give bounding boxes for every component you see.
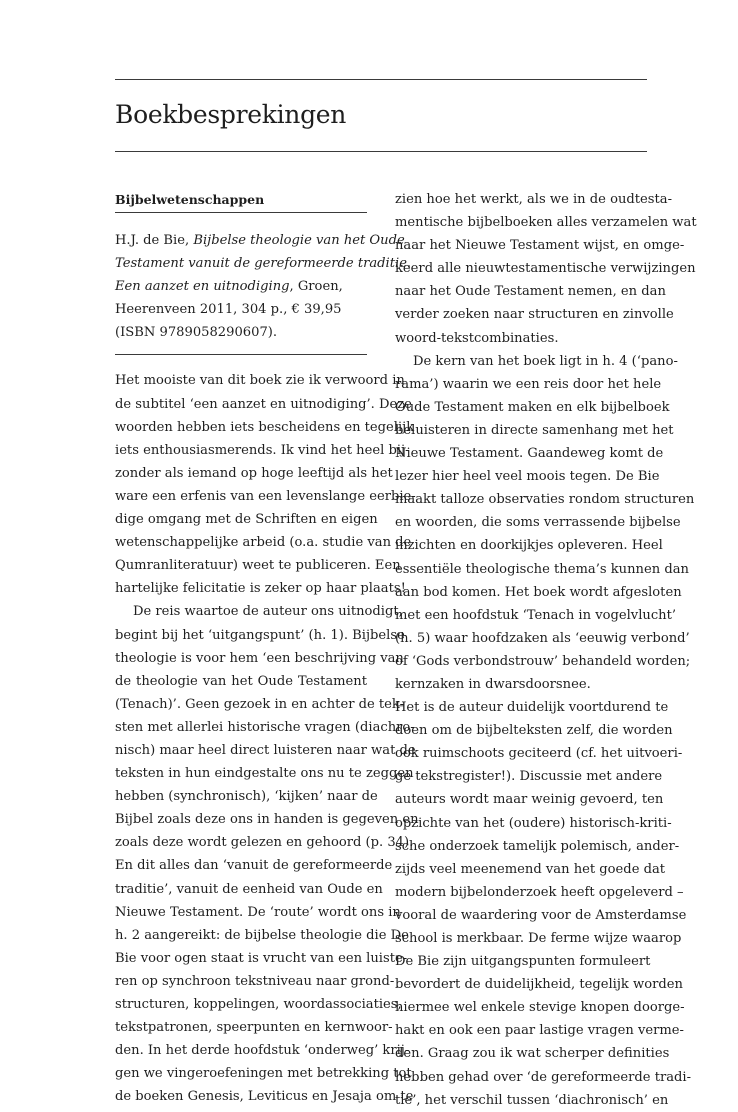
text-line: Het is de auteur duidelijk voortdurend te <box>395 700 669 716</box>
text-line: hakt en ook een paar lastige vragen verme- <box>395 1023 684 1039</box>
text-line: maakt talloze observaties rondom structuren <box>395 492 695 508</box>
text-line: aan bod komen. Het boek wordt afgesloten <box>395 584 682 600</box>
text-line: h. 2 aangereikt: de bijbelse theologie die De <box>115 927 409 943</box>
text-line: nisch) maar heel direct luisteren naar wat de <box>115 742 416 758</box>
text-line: wetenschappelijke arbeid (o.a. studie van de <box>115 535 412 551</box>
text-line: de boeken Genesis, Leviticus en Jesaja om te <box>115 1089 414 1105</box>
text-line: ge tekstregister!). Discussie met andere <box>395 769 663 785</box>
text-line: zijds veel meenemend van het goede dat <box>395 861 666 877</box>
text-line: De reis waartoe de auteur ons uitnodigt, <box>133 604 403 620</box>
citation-line <box>115 275 367 298</box>
text-line: Nieuwe Testament. De ‘route’ wordt ons in <box>115 904 401 920</box>
text-line: sche onderzoek tamelijk polemisch, ander- <box>395 838 680 854</box>
left-body-text <box>115 355 419 1108</box>
citation-line <box>115 229 405 252</box>
text-line: met een hoofdstuk ‘Tenach in vogelvlucht’ <box>395 607 677 623</box>
text-line: woord-tekstcombinaties. <box>395 330 559 346</box>
text-line: Het mooiste van dit boek zie ik verwoord in <box>115 373 405 389</box>
text-line: modern bijbelonderzoek heeft opgeleverd – <box>395 884 684 900</box>
book-citation <box>115 213 412 354</box>
text-line: gen we vingeroefeningen met betrekking tot <box>115 1066 412 1082</box>
text-line: En dit alles dan ‘vanuit de gereformeerde <box>115 858 393 874</box>
citation-line <box>115 252 412 275</box>
text-line: kernzaken in dwarsdoorsnee. <box>395 676 591 692</box>
text-line: zoals deze wordt gelezen en gehoord (p. 34). <box>115 835 414 851</box>
text-line: iets enthousiasmerends. Ik vind het heel bij- <box>115 442 410 458</box>
header-rule-bottom <box>115 151 647 152</box>
text-line: lezer hier heel veel moois tegen. De Bie <box>395 469 660 485</box>
citation-publisher: , Groen, <box>289 279 343 295</box>
text-line: essentiële theologische thema’s kunnen dan <box>395 561 689 577</box>
text-line: de theologie van het Oude Testament <box>115 673 367 689</box>
text-line: den. Graag zou ik wat scherper definities <box>395 1046 670 1062</box>
text-line: inzichten en doorkijkjes opleveren. Heel <box>395 538 663 554</box>
text-line: doen om de bijbelteksten zelf, die worden <box>395 723 673 739</box>
text-line: naar het Oude Testament nemen, en dan <box>395 284 666 300</box>
text-line: naar het Nieuwe Testament wijst, en omge- <box>395 238 685 254</box>
text-line: verder zoeken naar structuren en zinvolle <box>395 307 674 323</box>
text-line: beluisteren in directe samenhang met het <box>395 422 674 438</box>
text-line: (h. 5) waar hoofdzaken als ‘eeuwig verbond’ <box>395 630 690 646</box>
text-line: zien hoe het werkt, als we in de oudtesta- <box>395 192 672 207</box>
text-line: keerd alle nieuwtestamentische verwijzingen <box>395 261 696 277</box>
text-line: hebben (synchronisch), ‘kijken’ naar de <box>115 789 378 805</box>
text-line: woorden hebben iets bescheidens en tegelijk <box>115 419 415 435</box>
text-line: hebben gehad over ‘de gereformeerde tradi- <box>395 1069 692 1085</box>
text-line: sten met allerlei historische vragen (diachro- <box>115 719 415 735</box>
text-line: ren op synchroon tekstniveau naar grond- <box>115 973 395 989</box>
text-line: bevordert de duidelijkheid, tegelijk worden <box>395 977 683 993</box>
text-line: zonder als iemand op hoge leeftijd als het <box>115 465 393 481</box>
text-line: Nieuwe Testament. Gaandeweg komt de <box>395 446 664 462</box>
text-line: dige omgang met de Schriften en eigen <box>115 512 378 528</box>
header-rule-top <box>115 79 647 80</box>
text-line: ware een erfenis van een levenslange eerbie- <box>115 488 416 504</box>
text-line: tekstpatronen, speerpunten en kernwoor- <box>115 1020 393 1036</box>
section-heading: Bijbelwetenschappen <box>115 192 265 207</box>
text-line: De kern van het boek ligt in h. 4 (‘pano- <box>413 353 678 369</box>
citation-details: Heerenveen 2011, 304 p., € 39,95 <box>115 302 342 318</box>
text-line: ook ruimschoots geciteerd (cf. het uitvoeri- <box>395 746 683 762</box>
text-line: tie’, het verschil tussen ‘diachronisch’ en <box>395 1092 669 1108</box>
text-line: (Tenach)’. Geen gezoek in en achter de tek- <box>115 696 405 712</box>
left-column <box>115 188 419 1108</box>
text-line: traditie’, vanuit de eenheid van Oude en <box>115 881 383 897</box>
citation-author: H.J. de Bie, <box>115 233 194 248</box>
text-line: hartelijke felicitatie is zeker op haar plaats! <box>115 581 406 597</box>
text-line: auteurs wordt maar weinig gevoerd, ten <box>395 792 664 808</box>
text-line: teksten in hun eindgestalte ons nu te zeggen <box>115 766 414 782</box>
text-line: Oude Testament maken en elk bijbelboek <box>395 399 670 415</box>
citation-isbn: (ISBN 9789058290607). <box>115 325 278 341</box>
text-line: Bie voor ogen staat is vrucht van een luiste- <box>115 950 408 966</box>
text-line: school is merkbaar. De ferme wijze waarop <box>395 931 682 946</box>
text-line: en woorden, die soms verrassende bijbelse <box>395 515 681 531</box>
text-line: den. In het derde hoofdstuk ‘onderweg’ krij- <box>115 1043 410 1059</box>
page-title: Boekbesprekingen <box>115 100 347 129</box>
text-line: de subtitel ‘een aanzet en uitnodiging’. Deze <box>115 396 412 412</box>
text-line: vooral de waardering voor de Amsterdamse <box>395 907 687 923</box>
text-line: hiermee wel enkele stevige knopen doorge- <box>395 1000 685 1016</box>
text-line: Qumranliteratuur) weet te publiceren. Een <box>115 558 401 574</box>
text-line: Bijbel zoals deze ons in handen is gegeven en <box>115 812 419 828</box>
text-line: begint bij het ‘uitgangspunt’ (h. 1). Bijbelse <box>115 627 405 643</box>
citation-subtitle: Een aanzet en uitnodiging <box>115 279 290 295</box>
citation-title: Bijbelse theologie van het Oude <box>193 233 405 248</box>
citation-title: Testament vanuit de gereformeerde traditie. <box>115 256 412 272</box>
right-column <box>395 188 697 1112</box>
text-line: theologie is voor hem ‘een beschrijving van <box>115 650 404 666</box>
text-line: of ‘Gods verbondstrouw’ behandeld worden; <box>395 653 691 669</box>
text-line: rama’) waarin we een reis door het hele <box>395 376 662 392</box>
text-line: structuren, koppelingen, woordassociaties, <box>115 997 402 1012</box>
text-line: De Bie zijn uitgangspunten formuleert <box>395 954 651 970</box>
text-line: opzichte van het (oudere) historisch-kriti- <box>395 815 672 831</box>
text-line: mentische bijbelboeken alles verzamelen wat <box>395 215 697 231</box>
